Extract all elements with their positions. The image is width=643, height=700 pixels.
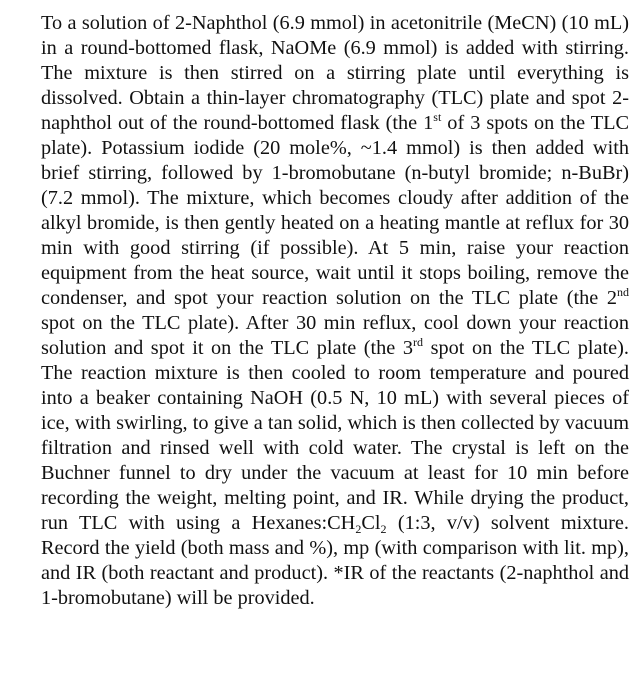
text-segment: Cl <box>361 512 381 534</box>
superscript-second: nd <box>617 285 629 299</box>
subscript-cl2: 2 <box>380 522 387 536</box>
text-segment: spot on the TLC plate). The reaction mixture is then cooled to room temperature and poured into a beaker containing NaOH (0.5 N, 10 mL) with several pieces of ice, with swirling, to give a tan solid, which is then collected by vacuum filtration and rinsed well with cold water. The crystal is left on the Buchner funnel to dry under the vacuum at least for 10 min before recording the weight, melting point, and IR. While drying the product, run TLC with using a Hexanes:CH <box>41 337 629 534</box>
superscript-first: st <box>433 110 442 124</box>
superscript-third: rd <box>413 335 424 349</box>
text-segment: (1:3, v/v) solvent mixture. Record the yield (both mass and %), mp (with comparison with lit. mp), and IR (both reactant and product). *IR of the reactants (2-naphthol and 1-bromobutane) will be provided. <box>41 512 629 609</box>
subscript-h2: 2 <box>355 522 362 536</box>
text-segment: spot on the TLC plate). After 30 min reflux, cool down your reaction solution and spot it on the TLC plate (the 3 <box>41 312 629 359</box>
procedure-paragraph <box>41 11 629 611</box>
text-segment: of 3 spots on the TLC plate). Potassium iodide (20 mole%, ~1.4 mmol) is then added with brief stirring, followed by 1-bromobutane (n-butyl bromide; n-BuBr) (7.2 mmol). The mixture, which becomes cloudy after addition of the alkyl bromide, is then gently heated on a heating mantle at reflux for 30 min with good stirring (if possible). At 5 min, raise your reaction equipment from the heat source, wait until it stops boiling, remove the condenser, and spot your reaction solution on the TLC plate (the 2 <box>41 112 629 309</box>
text-segment: To a solution of 2-Naphthol (6.9 mmol) in acetonitrile (MeCN) (10 mL) in a round-bottomed flask, NaOMe (6.9 mmol) is added with stirring. The mixture is then stirred on a stirring plate until everything is dissolved. Obtain a thin-layer chromatography (TLC) plate and spot 2-naphthol out of the round-bottomed flask (the 1 <box>41 12 629 134</box>
